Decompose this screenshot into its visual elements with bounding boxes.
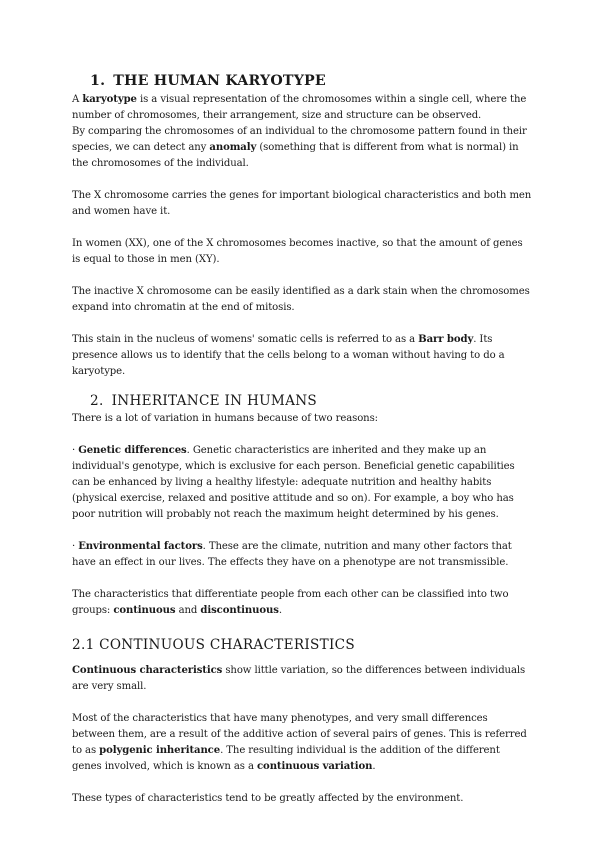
text-run: By comparing the chromosomes of an individual to the chromosome pattern found in their species, we can detect any (72, 126, 527, 153)
term-karyotype: karyotype (82, 94, 137, 105)
karyotype-definition-paragraph (72, 92, 532, 124)
continuous-characteristics-paragraph (72, 663, 532, 695)
text-run: (something that is different from what is normal) in the chromosomes of the individual. (72, 142, 519, 169)
text-run: . These are the climate, nutrition and many other factors that have an effect in our lives. The effects they have on a phenotype are not transmissible. (72, 541, 512, 568)
term-continuous: continuous (113, 605, 176, 616)
polygenic-inheritance-paragraph (72, 711, 532, 775)
characteristics-groups-paragraph (72, 587, 532, 619)
genetic-differences-paragraph (72, 443, 532, 523)
text-run: is a visual representation of the chromosomes within a single cell, where the number of chromosomes, their arrangement, size and structure can be observed. (72, 94, 527, 121)
section-2-heading (90, 392, 532, 411)
text-run: . (278, 605, 282, 616)
term-polygenic-inheritance: polygenic inheritance (99, 745, 221, 756)
text-run: This stain in the nucleus of womens' somatic cells is referred to as a (72, 334, 419, 345)
barr-body-paragraph (72, 332, 532, 380)
x-chromosome-paragraph: The X chromosome carries the genes for important biological characteristics and both men and women have it. (72, 190, 532, 217)
section-1-title: THE HUMAN KARYOTYPE (113, 73, 326, 89)
anomaly-paragraph (72, 124, 532, 172)
environmental-factors-paragraph (72, 539, 532, 571)
section-1-heading (90, 70, 532, 92)
term-continuous-variation: continuous variation (257, 761, 373, 772)
text-run: . (372, 761, 376, 772)
text-run: Most of the characteristics that have many phenotypes, and very small differences between them, are a result of the additive action of several pairs of genes. This is referred to as (72, 713, 527, 756)
section-2-number: 2. (90, 393, 104, 409)
women-xx-paragraph: In women (XX), one of the X chromosomes becomes inactive, so that the amount of genes is equal to those in men (XY). (72, 238, 523, 265)
bullet: · (72, 445, 79, 456)
term-anomaly: anomaly (209, 142, 257, 153)
term-genetic-differences: Genetic differences (78, 445, 187, 456)
text-run: and (175, 605, 201, 616)
text-run: show little variation, so the differences between individuals are very small. (72, 665, 526, 692)
text-run: A (72, 94, 83, 105)
text-run: . Genetic characteristics are inherited and they make up an individual's genotype, which is exclusive for each person. Beneficial genetic capabilities can be enhanced by living a healthy lifestyle: adequate nutrition and healthy habits (physical exercise, relaxed and positive attitude and so on). For example, a boy who has poor nutrition will probably not reach the maximum height determined by his genes. (72, 445, 515, 520)
text-run: . Its presence allows us to identify that the cells belong to a woman without having to do a karyotype. (72, 334, 505, 377)
variation-intro-paragraph: There is a lot of variation in humans because of two reasons: (72, 413, 378, 424)
term-environmental-factors: Environmental factors (78, 541, 203, 552)
term-discontinuous: discontinuous (200, 605, 279, 616)
text-run: The characteristics that differentiate people from each other can be classified into two groups: (72, 589, 509, 616)
term-barr-body: Barr body (418, 334, 474, 345)
inactive-x-paragraph: The inactive X chromosome can be easily identified as a dark stain when the chromosomes expand into chromatin at the end of mitosis. (72, 286, 530, 313)
text-run: . The resulting individual is the addition of the different genes involved, which is known as a (72, 745, 500, 772)
section-2-title: INHERITANCE IN HUMANS (111, 393, 318, 409)
bullet: · (72, 541, 79, 552)
section-1-number: 1. (90, 73, 106, 89)
term-continuous-characteristics: Continuous characteristics (72, 665, 223, 676)
section-2-1-heading: 2.1 CONTINUOUS CHARACTERISTICS (72, 637, 355, 653)
environment-effect-paragraph: These types of characteristics tend to be greatly affected by the environment. (72, 793, 464, 804)
